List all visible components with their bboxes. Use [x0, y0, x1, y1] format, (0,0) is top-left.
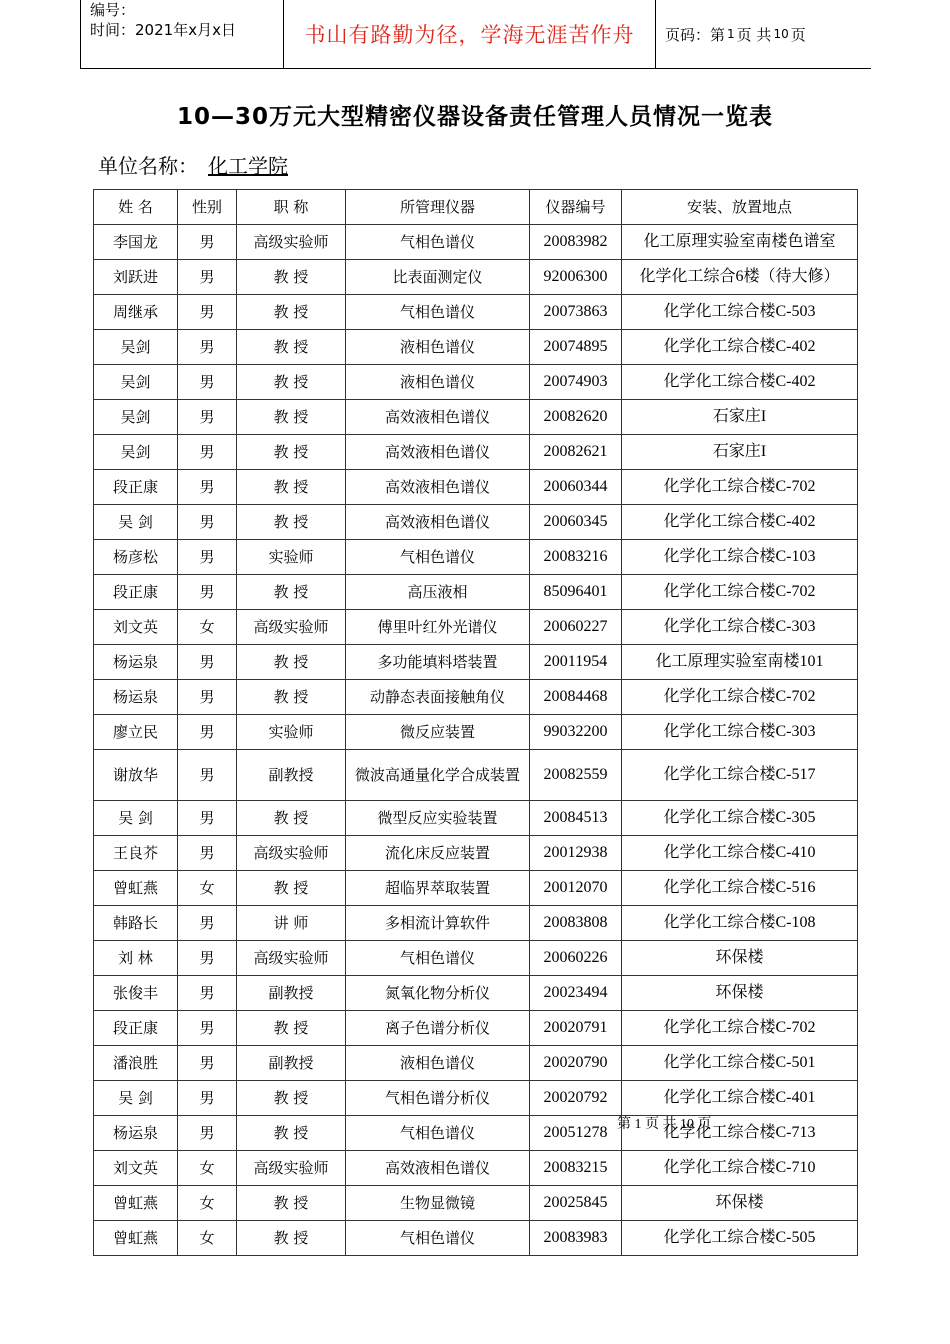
- cell-name: 潘浪胜: [94, 1046, 178, 1081]
- cell-title: 教 授: [237, 260, 346, 295]
- cell-instrument: 比表面测定仪: [346, 260, 530, 295]
- cell-gender: 男: [178, 260, 237, 295]
- table-row: [94, 400, 858, 435]
- table-row: [94, 715, 858, 750]
- cell-title: 教 授: [237, 365, 346, 400]
- cell-instrument-number: 20025845: [530, 1186, 622, 1221]
- cell-location: 化学化工综合楼C-103: [622, 540, 858, 575]
- page-current: 1: [727, 27, 735, 41]
- cell-instrument-number: 20073863: [530, 295, 622, 330]
- cell-location: 化工原理实验室南楼101: [622, 645, 858, 680]
- cell-location: 化学化工综合楼C-402: [622, 365, 858, 400]
- number-label: 编号：: [90, 1, 136, 19]
- cell-title: 实验师: [237, 540, 346, 575]
- cell-name: 韩路长: [94, 906, 178, 941]
- cell-gender: 男: [178, 715, 237, 750]
- cell-gender: 男: [178, 906, 237, 941]
- cell-location: 化学化工综合楼C-402: [622, 505, 858, 540]
- cell-instrument: 气相色谱仪: [346, 295, 530, 330]
- page-total: 10: [773, 27, 789, 41]
- cell-name: 刘文英: [94, 1151, 178, 1186]
- column-header-instrument: 所管理仪器: [346, 190, 530, 225]
- cell-location: 化学化工综合楼C-303: [622, 610, 858, 645]
- cell-title: 教 授: [237, 801, 346, 836]
- header-meta: [81, 0, 283, 68]
- cell-gender: 男: [178, 365, 237, 400]
- table-row: [94, 976, 858, 1011]
- cell-location: 化学化工综合楼C-503: [622, 295, 858, 330]
- table-row: [94, 1081, 858, 1116]
- cell-title: 副教授: [237, 1046, 346, 1081]
- cell-title: 教 授: [237, 1116, 346, 1151]
- cell-instrument: 高效液相色谱仪: [346, 435, 530, 470]
- cell-instrument-number: 20011954: [530, 645, 622, 680]
- cell-gender: 男: [178, 435, 237, 470]
- cell-gender: 男: [178, 1046, 237, 1081]
- cell-location: 环保楼: [622, 1186, 858, 1221]
- table-row: [94, 1186, 858, 1221]
- cell-instrument-number: 92006300: [530, 260, 622, 295]
- cell-instrument-number: 85096401: [530, 575, 622, 610]
- cell-title: 教 授: [237, 871, 346, 906]
- cell-instrument-number: 20083983: [530, 1221, 622, 1256]
- cell-instrument: 高效液相色谱仪: [346, 1151, 530, 1186]
- cell-gender: 男: [178, 1116, 237, 1151]
- cell-instrument: 离子色谱分析仪: [346, 1011, 530, 1046]
- cell-name: 曾虹燕: [94, 871, 178, 906]
- table-row: [94, 645, 858, 680]
- table-row: [94, 1116, 858, 1151]
- cell-name: 吴剑: [94, 330, 178, 365]
- time-value: 2021年x月x日: [135, 21, 236, 39]
- cell-instrument: 液相色谱仪: [346, 1046, 530, 1081]
- table-row: [94, 575, 858, 610]
- cell-location: 化学化工综合楼C-303: [622, 715, 858, 750]
- table-row: [94, 1221, 858, 1256]
- cell-location: 化学化工综合6楼（待大修）: [622, 260, 858, 295]
- cell-gender: 男: [178, 680, 237, 715]
- cell-instrument-number: 20020791: [530, 1011, 622, 1046]
- cell-instrument: 气相色谱分析仪: [346, 1081, 530, 1116]
- cell-instrument: 高压液相: [346, 575, 530, 610]
- cell-instrument: 微反应装置: [346, 715, 530, 750]
- cell-location: 环保楼: [622, 976, 858, 1011]
- cell-name: 段正康: [94, 470, 178, 505]
- column-header-location: 安装、放置地点: [622, 190, 858, 225]
- cell-gender: 男: [178, 645, 237, 680]
- table-header-row: [94, 190, 858, 225]
- cell-name: 吴剑: [94, 435, 178, 470]
- cell-location: 化学化工综合楼C-713: [622, 1116, 858, 1151]
- unit-line: [98, 150, 294, 179]
- cell-title: 教 授: [237, 295, 346, 330]
- cell-location: 化学化工综合楼C-710: [622, 1151, 858, 1186]
- table-row: [94, 871, 858, 906]
- cell-gender: 男: [178, 575, 237, 610]
- cell-title: 教 授: [237, 435, 346, 470]
- cell-name: 刘跃进: [94, 260, 178, 295]
- cell-location: 化学化工综合楼C-702: [622, 1011, 858, 1046]
- cell-instrument-number: 20082621: [530, 435, 622, 470]
- unit-label: 单位名称：: [98, 154, 198, 178]
- header-motto: 书山有路勤为径，学海无涯苦作舟: [283, 0, 656, 68]
- cell-location: 化学化工综合楼C-305: [622, 801, 858, 836]
- cell-instrument-number: 99032200: [530, 715, 622, 750]
- cell-title: 教 授: [237, 1186, 346, 1221]
- page-prefix: 页码：第: [665, 25, 726, 44]
- table-row: [94, 260, 858, 295]
- cell-title: 高级实验师: [237, 941, 346, 976]
- table-row: [94, 1046, 858, 1081]
- cell-gender: 男: [178, 540, 237, 575]
- cell-name: 段正康: [94, 575, 178, 610]
- cell-gender: 男: [178, 505, 237, 540]
- cell-instrument-number: 20060227: [530, 610, 622, 645]
- cell-instrument: 微波高通量化学合成装置: [346, 750, 530, 801]
- cell-location: 化学化工综合楼C-517: [622, 750, 858, 801]
- cell-title: 副教授: [237, 976, 346, 1011]
- table-row: [94, 906, 858, 941]
- cell-name: 吴 剑: [94, 505, 178, 540]
- cell-instrument: 傅里叶红外光谱仪: [346, 610, 530, 645]
- cell-gender: 女: [178, 1151, 237, 1186]
- cell-name: 曾虹燕: [94, 1186, 178, 1221]
- cell-instrument: 高效液相色谱仪: [346, 470, 530, 505]
- cell-title: 教 授: [237, 505, 346, 540]
- instrument-table: [93, 189, 858, 1256]
- cell-location: 化学化工综合楼C-108: [622, 906, 858, 941]
- unit-value: 化工学院: [208, 154, 288, 178]
- cell-gender: 男: [178, 836, 237, 871]
- cell-instrument-number: 20060344: [530, 470, 622, 505]
- cell-name: 吴剑: [94, 400, 178, 435]
- cell-title: 教 授: [237, 575, 346, 610]
- cell-instrument: 气相色谱仪: [346, 1116, 530, 1151]
- cell-instrument: 生物显微镜: [346, 1186, 530, 1221]
- cell-instrument: 超临界萃取装置: [346, 871, 530, 906]
- cell-instrument: 气相色谱仪: [346, 1221, 530, 1256]
- cell-name: 杨运泉: [94, 1116, 178, 1151]
- cell-location: 化学化工综合楼C-505: [622, 1221, 858, 1256]
- table-body: [94, 225, 858, 1256]
- cell-instrument: 流化床反应装置: [346, 836, 530, 871]
- cell-title: 高级实验师: [237, 836, 346, 871]
- cell-instrument: 高效液相色谱仪: [346, 505, 530, 540]
- cell-instrument: 微型反应实验装置: [346, 801, 530, 836]
- table-row: [94, 225, 858, 260]
- time-line: [90, 20, 283, 40]
- cell-title: 讲 师: [237, 906, 346, 941]
- cell-title: 高级实验师: [237, 1151, 346, 1186]
- cell-gender: 男: [178, 1011, 237, 1046]
- cell-name: 杨运泉: [94, 680, 178, 715]
- cell-location: 化学化工综合楼C-702: [622, 680, 858, 715]
- cell-instrument-number: 20060226: [530, 941, 622, 976]
- table-row: [94, 610, 858, 645]
- cell-location: 化工原理实验室南楼色谱室: [622, 225, 858, 260]
- cell-title: 教 授: [237, 680, 346, 715]
- cell-instrument: 氮氧化物分析仪: [346, 976, 530, 1011]
- cell-instrument-number: 20082559: [530, 750, 622, 801]
- cell-title: 教 授: [237, 470, 346, 505]
- cell-location: 化学化工综合楼C-702: [622, 470, 858, 505]
- table-row: [94, 470, 858, 505]
- cell-name: 吴剑: [94, 365, 178, 400]
- table-row: [94, 680, 858, 715]
- cell-title: 教 授: [237, 1221, 346, 1256]
- cell-title: 高级实验师: [237, 225, 346, 260]
- cell-instrument-number: 20084513: [530, 801, 622, 836]
- table-row: [94, 1011, 858, 1046]
- cell-location: 化学化工综合楼C-410: [622, 836, 858, 871]
- cell-gender: 男: [178, 941, 237, 976]
- cell-gender: 男: [178, 295, 237, 330]
- cell-location: 环保楼: [622, 941, 858, 976]
- cell-instrument-number: 20020792: [530, 1081, 622, 1116]
- cell-instrument: 液相色谱仪: [346, 365, 530, 400]
- cell-instrument-number: 20083215: [530, 1151, 622, 1186]
- cell-name: 曾虹燕: [94, 1221, 178, 1256]
- cell-location: 石家庄I: [622, 400, 858, 435]
- table-row: [94, 295, 858, 330]
- cell-name: 杨运泉: [94, 645, 178, 680]
- page-suffix: 页: [790, 25, 806, 44]
- column-header-gender: 性别: [178, 190, 237, 225]
- table-row: [94, 801, 858, 836]
- cell-instrument-number: 20060345: [530, 505, 622, 540]
- cell-instrument: 液相色谱仪: [346, 330, 530, 365]
- cell-title: 高级实验师: [237, 610, 346, 645]
- cell-instrument: 多功能填料塔装置: [346, 645, 530, 680]
- page-mid: 页 共: [736, 25, 772, 44]
- table-row: [94, 330, 858, 365]
- table-row: [94, 836, 858, 871]
- table-row: [94, 750, 858, 801]
- cell-instrument-number: 20051278: [530, 1116, 622, 1151]
- table-row: [94, 540, 858, 575]
- document-header: [80, 0, 871, 69]
- cell-gender: 男: [178, 1081, 237, 1116]
- table-row: [94, 1151, 858, 1186]
- cell-location: 化学化工综合楼C-402: [622, 330, 858, 365]
- cell-name: 吴 剑: [94, 801, 178, 836]
- column-header-name: 姓 名: [94, 190, 178, 225]
- header-page-info: [656, 0, 871, 68]
- cell-instrument: 气相色谱仪: [346, 941, 530, 976]
- table-row: [94, 365, 858, 400]
- table-row: [94, 941, 858, 976]
- cell-name: 周继承: [94, 295, 178, 330]
- cell-title: 教 授: [237, 1011, 346, 1046]
- cell-gender: 男: [178, 801, 237, 836]
- cell-instrument-number: 20074903: [530, 365, 622, 400]
- cell-instrument-number: 20074895: [530, 330, 622, 365]
- cell-gender: 女: [178, 871, 237, 906]
- cell-location: 化学化工综合楼C-702: [622, 575, 858, 610]
- cell-title: 教 授: [237, 330, 346, 365]
- cell-gender: 男: [178, 400, 237, 435]
- cell-instrument-number: 20083808: [530, 906, 622, 941]
- cell-location: 化学化工综合楼C-516: [622, 871, 858, 906]
- cell-name: 廖立民: [94, 715, 178, 750]
- cell-gender: 女: [178, 610, 237, 645]
- cell-instrument-number: 20084468: [530, 680, 622, 715]
- cell-instrument-number: 20012938: [530, 836, 622, 871]
- table-row: [94, 435, 858, 470]
- cell-gender: 男: [178, 330, 237, 365]
- cell-title: 教 授: [237, 400, 346, 435]
- cell-instrument: 高效液相色谱仪: [346, 400, 530, 435]
- page-footer: 第 1 页 共 10 页: [617, 1117, 712, 1132]
- cell-instrument-number: 20082620: [530, 400, 622, 435]
- cell-location: 石家庄I: [622, 435, 858, 470]
- cell-name: 杨彦松: [94, 540, 178, 575]
- cell-title: 实验师: [237, 715, 346, 750]
- cell-title: 教 授: [237, 645, 346, 680]
- cell-instrument-number: 20020790: [530, 1046, 622, 1081]
- cell-instrument: 多相流计算软件: [346, 906, 530, 941]
- cell-gender: 男: [178, 470, 237, 505]
- cell-name: 李国龙: [94, 225, 178, 260]
- cell-name: 段正康: [94, 1011, 178, 1046]
- table-row: [94, 505, 858, 540]
- cell-title: 教 授: [237, 1081, 346, 1116]
- cell-title: 副教授: [237, 750, 346, 801]
- cell-gender: 男: [178, 976, 237, 1011]
- column-header-title: 职 称: [237, 190, 346, 225]
- cell-instrument-number: 20023494: [530, 976, 622, 1011]
- cell-location: 化学化工综合楼C-401: [622, 1081, 858, 1116]
- cell-gender: 男: [178, 750, 237, 801]
- cell-name: 吴 剑: [94, 1081, 178, 1116]
- cell-location: 化学化工综合楼C-501: [622, 1046, 858, 1081]
- cell-instrument-number: 20083216: [530, 540, 622, 575]
- time-label: 时间：: [90, 21, 136, 39]
- cell-name: 刘 林: [94, 941, 178, 976]
- page-title: 10—30万元大型精密仪器设备责任管理人员情况一览表: [176, 104, 773, 130]
- column-header-instrument-number: 仪器编号: [530, 190, 622, 225]
- cell-gender: 男: [178, 225, 237, 260]
- cell-instrument: 气相色谱仪: [346, 225, 530, 260]
- cell-name: 张俊丰: [94, 976, 178, 1011]
- cell-instrument: 动静态表面接触角仪: [346, 680, 530, 715]
- cell-gender: 女: [178, 1221, 237, 1256]
- cell-name: 谢放华: [94, 750, 178, 801]
- cell-instrument-number: 20012070: [530, 871, 622, 906]
- cell-name: 王良芥: [94, 836, 178, 871]
- cell-name: 刘文英: [94, 610, 178, 645]
- cell-instrument-number: 20083982: [530, 225, 622, 260]
- cell-instrument: 气相色谱仪: [346, 540, 530, 575]
- cell-gender: 女: [178, 1186, 237, 1221]
